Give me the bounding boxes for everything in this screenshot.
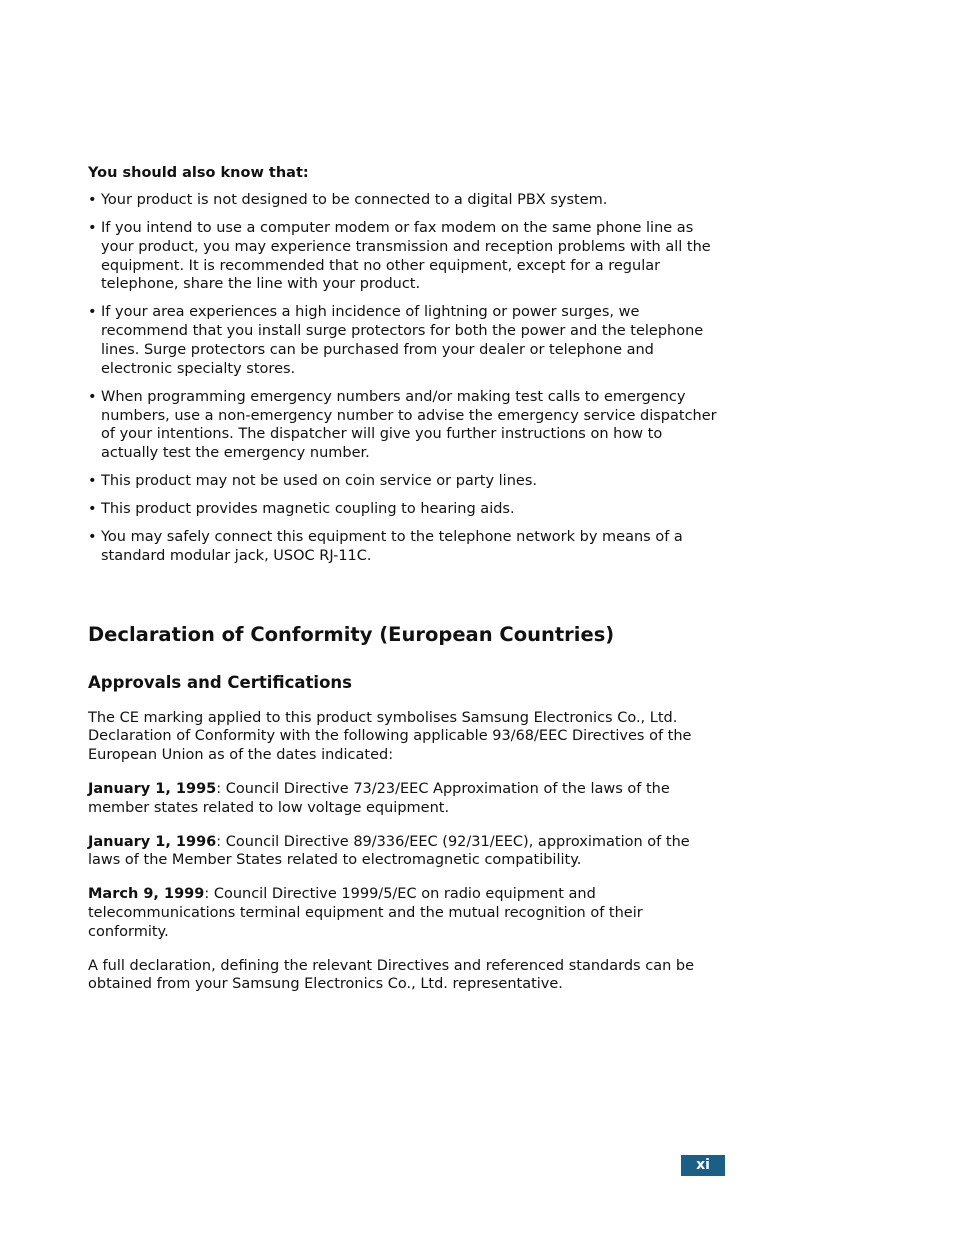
list-item-text: You may safely connect this equipment to the telephone network by means of a standard modular jack, USOC RJ-11C. xyxy=(101,529,683,564)
approvals-subheading: Approvals and Certifications xyxy=(88,672,352,692)
bullet-icon: • xyxy=(88,388,97,405)
directive-date: March 9, 1999 xyxy=(88,886,205,903)
bullet-icon: • xyxy=(88,529,97,546)
list-item-text: If you intend to use a computer modem or fax modem on the same phone line as your product, you may experience transmission and reception problems with all the equipment. It is recommended that no other equipment, except for a regular telephone, share the line with your product. xyxy=(101,219,711,293)
list-item xyxy=(88,500,724,519)
list-item xyxy=(88,191,724,210)
conformity-intro: The CE marking applied to this product symbolises Samsung Electronics Co., Ltd. Declaration of Conformity with the following applicable 93/68/EEC Directives of the European Union as of the dates indicated: xyxy=(88,709,692,764)
list-item xyxy=(88,472,724,491)
directive-paragraph xyxy=(88,780,724,818)
conformity-heading: Declaration of Conformity (European Countries) xyxy=(88,622,615,646)
list-item-text: When programming emergency numbers and/or making test calls to emergency numbers, use a non-emergency number to advise the emergency service dispatcher of your intentions. The dispatcher will give you further instructions on how to actually test the emergency number. xyxy=(101,388,717,462)
list-item xyxy=(88,388,724,463)
directive-date: January 1, 1995 xyxy=(88,781,217,798)
list-item xyxy=(88,219,724,294)
list-item-text: If your area experiences a high incidence of lightning or power surges, we recommend that you install surge protectors for both the power and the telephone lines. Surge protectors can be purchased from your dealer or telephone and electronic specialty stores. xyxy=(101,304,704,377)
directive-paragraph xyxy=(88,833,724,871)
page-content xyxy=(88,163,724,1009)
list-item xyxy=(88,303,724,378)
bullet-icon: • xyxy=(88,501,97,518)
list-item-text: This product may not be used on coin service or party lines. xyxy=(101,473,537,490)
list-item-text: This product provides magnetic coupling to hearing aids. xyxy=(101,501,515,518)
bullet-icon: • xyxy=(88,219,97,236)
know-section-list xyxy=(88,191,724,566)
directive-date: January 1, 1996 xyxy=(88,833,217,850)
bullet-icon: • xyxy=(88,192,97,208)
bullet-icon: • xyxy=(88,473,97,490)
list-item-text: Your product is not designed to be connected to a digital PBX system. xyxy=(101,192,608,208)
know-section-lead: You should also know that: xyxy=(88,165,309,181)
directive-text: : Council Directive 73/23/EEC Approximation of the laws of the member states related to low voltage equipment. xyxy=(88,781,670,816)
directive-text: : Council Directive 89/336/EEC (92/31/EEC), approximation of the laws of the Member States related to electromagnetic compatibility. xyxy=(88,833,690,869)
page-number-badge: xi xyxy=(681,1155,725,1176)
bullet-icon: • xyxy=(88,304,97,321)
directive-text: : Council Directive 1999/5/EC on radio equipment and telecommunications terminal equipment and the mutual recognition of their conformity. xyxy=(88,886,643,940)
conformity-closing: A full declaration, defining the relevant Directives and referenced standards can be obtained from your Samsung Electronics Co., Ltd. representative. xyxy=(88,957,694,993)
directive-paragraph xyxy=(88,885,724,941)
list-item xyxy=(88,528,724,566)
